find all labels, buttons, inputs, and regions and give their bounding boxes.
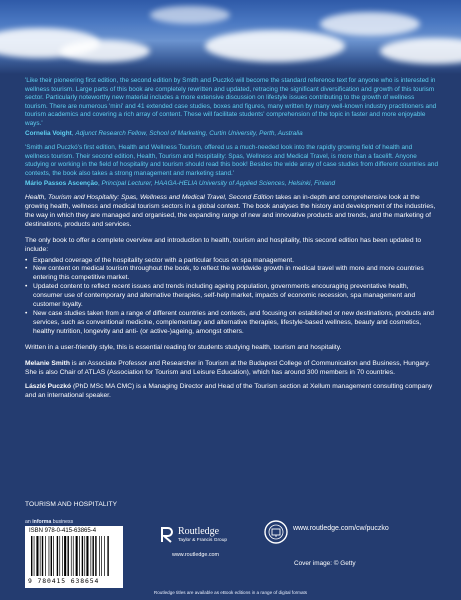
informa-prefix: an — [25, 519, 33, 525]
informa-tagline — [25, 519, 73, 525]
publisher-name: Routledge — [178, 526, 220, 537]
review-quote-2-author: Mário Passos Ascenção — [25, 179, 98, 187]
feature-list — [25, 257, 438, 337]
feature-item: • Expanded coverage of the hospitality sector with a particular focus on spa management. — [25, 257, 438, 266]
feature-item: • New case studies taken from a range of different countries and contexts, and focusing on established or new destinations, products and services, such as conventional medicine, complementary and alternative therapies, lifestyle-based wellness, beauty and cosmetics, healthy nutrition, longevity and anti- (or active-)ageing, amongst others. — [25, 310, 438, 337]
author-bio: is an Associate Professor and Researcher in Tourism at the Budapest College of Communication and Business, Hungary. She is also Chair of ATLAS (Association for Tourism and Leisure Education), which has around 300 members in 70 countries. — [25, 359, 430, 376]
publisher-group: Taylor & Francis Group — [178, 538, 228, 543]
review-quote-1-author: Cornelia Voight — [25, 129, 72, 137]
review-quote-2 — [25, 144, 438, 178]
review-quote-1-affiliation: Adjunct Research Fellow, School of Marketing, Curtin University, Perth, Australia — [75, 129, 303, 137]
author-name: László Puczkó — [25, 383, 72, 391]
informa-suffix: business — [51, 519, 74, 525]
ebook-footer: Routledge titles are available as eBook editions in a range of digital formats — [153, 590, 308, 595]
intro-book-title: Health, Tourism and Hospitality: Spas, Wellness and Medical Travel, Second Edition — [25, 194, 274, 202]
companion-website-icon — [264, 520, 288, 544]
review-quote-2-attribution: Mário Passos Ascenção, Principal Lecturer, HAAGA-HELIA University of Applied Sciences, Helsinki, Finland — [25, 179, 336, 187]
publisher-logo — [160, 524, 260, 564]
isbn-barcode — [25, 526, 123, 588]
intro-paragraph — [25, 194, 438, 230]
author-bio-puczko — [25, 383, 438, 401]
review-quote-2-affiliation: Principal Lecturer, HAAGA-HELIA University of Applied Sciences, Helsinki, Finland — [101, 179, 336, 187]
isbn-label: ISBN 978-0-415-63865-4 — [29, 528, 97, 534]
author-name: Melanie Smith — [25, 359, 70, 367]
review-quote-1-text: 'Like their pioneering first edition, the second edition by Smith and Puczkó will become the standard reference text for anyone who is interested in wellness tourism. Large parts of this book are completely rewritten and updated, retracing the significant diversification and growth of this tourism sector. Particularly noteworthy new material includes a more extensive discussion on lifestyle issues contributing to the growth of wellness tourism. There are numerous 'mini' and 41 extended case studies, boxes and figures, many written by many well-known industry practitioners and tourism academics and covering a rich array of content. These will facilitate students' comprehension of the topic in faster and more enjoyable ways.' — [25, 77, 437, 127]
informa-brand: informa — [32, 519, 52, 525]
sky-photo — [0, 0, 461, 74]
author-bio: (PhD MSc MA CMC) is a Managing Director and Head of the Tourism section at Xellum management consulting company and an international speaker. — [25, 383, 433, 400]
review-quote-1-attribution: Cornelia Voight, Adjunct Research Fellow, School of Marketing, Curtin University, Perth, Australia — [25, 129, 303, 137]
updated-lead: The only book to offer a complete overview and introduction to health, tourism and hospitality, this second edition has been updated to include: — [25, 236, 422, 253]
companion-url[interactable]: www.routledge.com/cw/puczko — [293, 525, 389, 532]
review-quote-2-text: 'Smith and Puczkó's first edition, Health and Wellness Tourism, offered us a much-needed look into the rapidly growing field of health and wellness tourism. Their second edition, Health, Tourism and Hospitality: Spas, Wellness and Medical Travel, is more than a facelift. Anyone studying or working in the field of hospitality and tourism should read this book! Besides the wide array of case studies from different countries and contexts, the book also takes a strong management and marketing stand.' — [25, 144, 439, 177]
series-name: TOURISM AND HOSPITALITY — [25, 501, 118, 508]
routledge-r-icon — [160, 527, 174, 543]
barcode-bars — [29, 536, 119, 576]
feature-item: • New content on medical tourism throughout the book, to reflect the worldwide growth in medical travel with more and more countries entering this competitive market. — [25, 265, 438, 283]
publisher-site: www.routledge.com — [172, 552, 220, 558]
barcode-digits: 9 780415 638654 — [28, 577, 100, 585]
author-bio-smith — [25, 360, 438, 378]
closing-paragraph: Written in a user-friendly style, this is essential reading for students studying health, tourism and hospitality. — [25, 343, 342, 351]
back-cover-text — [25, 77, 438, 407]
intro-body: takes an in-depth and comprehensive look at the growing health, wellness and medical tourism sectors in a global context. The book analyses the history and development of the industries, the way in which they are managed and organised, the expanding range of new and innovative products and trends, and the marketing of destinations, products and services. — [25, 194, 436, 228]
review-quote-1 — [25, 77, 438, 129]
cover-credit: Cover image: © Getty — [294, 560, 356, 567]
feature-item: • Updated content to reflect recent issues and trends including ageing population, governments encouraging preventative health, consumer use of contemporary and alternative therapies, self-help market, impacts of economic recession, spa management and customer loyalty. — [25, 283, 438, 310]
